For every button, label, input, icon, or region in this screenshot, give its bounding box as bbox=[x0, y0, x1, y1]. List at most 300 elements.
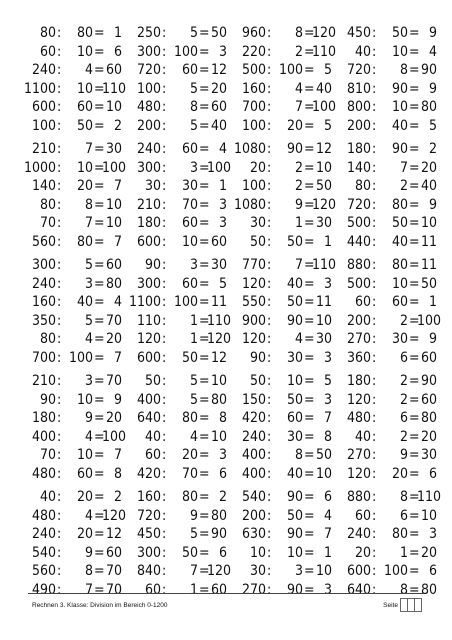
divide-sign: : bbox=[57, 391, 62, 408]
divide-sign: : bbox=[57, 312, 62, 329]
division-problem bbox=[16, 409, 121, 428]
division-problem bbox=[331, 98, 436, 117]
division-problem bbox=[121, 214, 226, 233]
quotient: 20 bbox=[210, 80, 227, 97]
divisor: 10 bbox=[391, 275, 408, 292]
dividend: 400 bbox=[241, 465, 266, 482]
divide-sign: : bbox=[57, 294, 62, 311]
divide-sign: : bbox=[57, 489, 62, 505]
divide-sign: : bbox=[372, 159, 377, 176]
quotient: 8 bbox=[218, 410, 227, 427]
divisor: 100 bbox=[68, 349, 93, 366]
quotient: 7 bbox=[113, 349, 122, 366]
division-problem bbox=[331, 177, 436, 196]
division-problem bbox=[121, 544, 226, 563]
divisor: 50 bbox=[181, 544, 198, 561]
quotient: 50 bbox=[315, 447, 332, 464]
divide-sign: : bbox=[372, 428, 377, 445]
division-problem bbox=[121, 24, 226, 43]
equals-sign: = bbox=[94, 43, 105, 60]
quotient: 9 bbox=[428, 331, 437, 348]
divisor: 4 bbox=[84, 331, 93, 348]
divide-sign: : bbox=[267, 447, 272, 464]
divisor: 50 bbox=[76, 117, 93, 134]
equals-sign: = bbox=[409, 25, 420, 41]
divide-sign: : bbox=[372, 563, 377, 580]
divide-sign: : bbox=[162, 257, 167, 273]
division-problem bbox=[121, 409, 226, 428]
divisor: 60 bbox=[76, 465, 93, 482]
divide-sign: : bbox=[57, 25, 62, 41]
divide-sign: : bbox=[162, 196, 167, 213]
divide-sign: : bbox=[372, 581, 377, 598]
equals-sign: = bbox=[94, 62, 105, 79]
division-problem bbox=[121, 275, 226, 294]
division-problem bbox=[331, 330, 436, 349]
divisor: 10 bbox=[76, 159, 93, 176]
equals-sign: = bbox=[304, 141, 315, 157]
division-problem bbox=[121, 330, 232, 349]
divisor: 70 bbox=[181, 465, 198, 482]
dividend: 60 bbox=[144, 447, 161, 464]
equals-sign: = bbox=[94, 99, 105, 116]
divide-sign: : bbox=[267, 275, 272, 292]
quotient: 60 bbox=[105, 544, 122, 561]
dividend: 90 bbox=[249, 349, 266, 366]
divide-sign: : bbox=[162, 99, 167, 116]
divisor: 3 bbox=[84, 275, 93, 292]
divisor: 1 bbox=[189, 312, 198, 329]
quotient: 6 bbox=[323, 489, 332, 505]
dividend: 210 bbox=[31, 373, 56, 389]
dividend: 100 bbox=[241, 178, 266, 195]
divide-sign: : bbox=[162, 178, 167, 195]
division-problem bbox=[331, 525, 436, 544]
quotient: 40 bbox=[210, 117, 227, 134]
quotient: 3 bbox=[428, 526, 437, 543]
equals-sign: = bbox=[94, 331, 105, 348]
divide-sign: : bbox=[162, 62, 167, 79]
quotient: 6 bbox=[218, 544, 227, 561]
equals-sign: = bbox=[409, 349, 420, 366]
quotient: 12 bbox=[210, 62, 227, 79]
equals-sign: = bbox=[304, 196, 315, 213]
quotient: 60 bbox=[210, 581, 227, 598]
division-problem bbox=[331, 140, 436, 159]
division-problem bbox=[121, 446, 226, 465]
quotient: 120 bbox=[312, 196, 337, 213]
divisor: 5 bbox=[189, 526, 198, 543]
equals-sign: = bbox=[304, 581, 315, 598]
division-problem bbox=[226, 330, 331, 349]
divisor: 7 bbox=[84, 141, 93, 157]
division-problem bbox=[331, 562, 436, 581]
dividend: 40 bbox=[354, 428, 371, 445]
quotient: 10 bbox=[105, 215, 122, 232]
division-problem bbox=[16, 465, 121, 484]
division-problem bbox=[226, 544, 331, 563]
equals-sign: = bbox=[94, 465, 105, 482]
quotient: 90 bbox=[420, 373, 437, 389]
divide-sign: : bbox=[57, 80, 62, 97]
equals-sign: = bbox=[94, 544, 105, 561]
problem-block bbox=[226, 372, 331, 488]
division-problem bbox=[16, 61, 121, 80]
dividend: 840 bbox=[136, 563, 161, 580]
division-problem bbox=[16, 391, 121, 410]
problem-block bbox=[331, 372, 436, 488]
equals-sign: = bbox=[409, 62, 420, 79]
quotient: 70 bbox=[105, 581, 122, 598]
equals-sign: = bbox=[304, 25, 315, 41]
divide-sign: : bbox=[267, 80, 272, 97]
quotient: 3 bbox=[323, 391, 332, 408]
equals-sign: = bbox=[409, 215, 420, 232]
quotient: 40 bbox=[420, 178, 437, 195]
divide-sign: : bbox=[372, 391, 377, 408]
dividend: 20 bbox=[249, 159, 266, 176]
equals-sign: = bbox=[199, 391, 210, 408]
dividend: 500 bbox=[241, 62, 266, 79]
divisor: 40 bbox=[76, 294, 93, 311]
divisor: 7 bbox=[294, 99, 303, 116]
division-problem bbox=[121, 507, 226, 526]
dividend: 90 bbox=[39, 391, 56, 408]
divisor: 40 bbox=[286, 275, 303, 292]
division-problem bbox=[121, 233, 226, 252]
dividend: 630 bbox=[241, 526, 266, 543]
division-problem bbox=[121, 465, 226, 484]
dividend: 600 bbox=[136, 349, 161, 366]
dividend: 40 bbox=[144, 428, 161, 445]
divide-sign: : bbox=[57, 563, 62, 580]
quotient: 10 bbox=[315, 563, 332, 580]
divisor: 10 bbox=[391, 43, 408, 60]
divide-sign: : bbox=[267, 196, 272, 213]
divide-sign: : bbox=[162, 447, 167, 464]
quotient: 60 bbox=[105, 62, 122, 79]
equals-sign: = bbox=[94, 410, 105, 427]
dividend: 240 bbox=[31, 526, 56, 543]
quotient: 120 bbox=[102, 507, 127, 524]
equals-sign: = bbox=[199, 507, 210, 524]
dividend: 200 bbox=[241, 507, 266, 524]
divisor: 6 bbox=[399, 410, 408, 427]
division-problem bbox=[16, 117, 121, 136]
division-problem bbox=[331, 159, 436, 178]
division-problem bbox=[331, 43, 436, 62]
divisor: 20 bbox=[76, 178, 93, 195]
divisor: 50 bbox=[286, 294, 303, 311]
divisor: 4 bbox=[84, 428, 93, 445]
divide-sign: : bbox=[267, 62, 272, 79]
quotient: 10 bbox=[105, 99, 122, 116]
divisor: 8 bbox=[84, 196, 93, 213]
dividend: 90 bbox=[144, 257, 161, 273]
division-problem bbox=[226, 98, 337, 117]
quotient: 9 bbox=[428, 25, 437, 41]
dividend: 100 bbox=[31, 117, 56, 134]
quotient: 70 bbox=[105, 312, 122, 329]
divide-sign: : bbox=[372, 215, 377, 232]
equals-sign: = bbox=[199, 428, 210, 445]
divisor: 50 bbox=[286, 391, 303, 408]
problem-block bbox=[226, 256, 337, 372]
divisor: 50 bbox=[286, 233, 303, 250]
divisor: 80 bbox=[76, 25, 93, 41]
division-problem bbox=[16, 196, 121, 215]
dividend: 640 bbox=[346, 581, 371, 598]
equals-sign: = bbox=[409, 275, 420, 292]
divisor: 9 bbox=[84, 544, 93, 561]
divide-sign: : bbox=[267, 43, 272, 60]
problem-block bbox=[226, 488, 331, 604]
divisor: 5 bbox=[84, 257, 93, 273]
equals-sign: = bbox=[409, 196, 420, 213]
problem-block bbox=[16, 372, 127, 488]
divisor: 2 bbox=[399, 373, 408, 389]
equals-sign: = bbox=[199, 331, 210, 348]
divide-sign: : bbox=[57, 373, 62, 389]
divisor: 30 bbox=[286, 349, 303, 366]
equals-sign: = bbox=[409, 159, 420, 176]
dividend: 80 bbox=[39, 196, 56, 213]
divisor: 10 bbox=[181, 233, 198, 250]
divisor: 80 bbox=[391, 526, 408, 543]
divide-sign: : bbox=[162, 43, 167, 60]
equals-sign: = bbox=[304, 331, 315, 348]
quotient: 40 bbox=[315, 80, 332, 97]
worksheet-grid bbox=[16, 24, 442, 604]
equals-sign: = bbox=[199, 215, 210, 232]
quotient: 110 bbox=[207, 312, 232, 329]
division-problem bbox=[121, 372, 226, 391]
divisor: 5 bbox=[84, 312, 93, 329]
problem-block bbox=[331, 488, 442, 604]
equals-sign: = bbox=[304, 43, 315, 60]
divide-sign: : bbox=[162, 391, 167, 408]
dividend: 160 bbox=[31, 294, 56, 311]
equals-sign: = bbox=[199, 447, 210, 464]
quotient: 7 bbox=[323, 410, 332, 427]
quotient: 100 bbox=[312, 99, 337, 116]
dividend: 550 bbox=[241, 294, 266, 311]
division-problem bbox=[16, 507, 127, 526]
equals-sign: = bbox=[409, 331, 420, 348]
quotient: 80 bbox=[210, 391, 227, 408]
division-problem bbox=[16, 24, 121, 43]
dividend: 10 bbox=[249, 544, 266, 561]
dividend: 1100 bbox=[128, 294, 161, 311]
problem-block bbox=[331, 24, 436, 140]
dividend: 270 bbox=[241, 581, 266, 598]
divisor: 90 bbox=[286, 526, 303, 543]
quotient: 80 bbox=[420, 410, 437, 427]
division-problem bbox=[121, 391, 226, 410]
divide-sign: : bbox=[372, 331, 377, 348]
division-problem bbox=[331, 428, 436, 447]
quotient: 3 bbox=[218, 43, 227, 60]
divisor: 60 bbox=[181, 141, 198, 157]
equals-sign: = bbox=[409, 99, 420, 116]
quotient: 20 bbox=[420, 428, 437, 445]
division-problem bbox=[331, 24, 436, 43]
quotient: 9 bbox=[428, 196, 437, 213]
division-problem bbox=[121, 117, 226, 136]
division-problem bbox=[331, 507, 436, 526]
quotient: 2 bbox=[113, 489, 122, 505]
quotient: 90 bbox=[210, 526, 227, 543]
divide-sign: : bbox=[372, 257, 377, 273]
division-problem bbox=[121, 349, 226, 368]
dividend: 70 bbox=[39, 447, 56, 464]
divide-sign: : bbox=[372, 233, 377, 250]
dividend: 220 bbox=[241, 43, 266, 60]
equals-sign: = bbox=[94, 507, 105, 524]
dividend: 960 bbox=[241, 25, 266, 41]
page-number-boxes bbox=[401, 598, 422, 612]
division-problem bbox=[121, 256, 226, 275]
quotient: 100 bbox=[102, 159, 127, 176]
division-problem bbox=[331, 293, 436, 312]
equals-sign: = bbox=[94, 159, 105, 176]
footer-title: Rechnen 3. Klasse: Division im Bereich 0-1200 bbox=[32, 602, 168, 609]
divisor: 10 bbox=[76, 391, 93, 408]
quotient: 5 bbox=[428, 117, 437, 134]
equals-sign: = bbox=[304, 178, 315, 195]
divide-sign: : bbox=[372, 178, 377, 195]
quotient: 11 bbox=[420, 233, 437, 250]
quotient: 30 bbox=[315, 331, 332, 348]
quotient: 1 bbox=[218, 178, 227, 195]
division-problem bbox=[226, 562, 331, 581]
equals-sign: = bbox=[304, 294, 315, 311]
dividend: 540 bbox=[31, 544, 56, 561]
quotient: 3 bbox=[218, 447, 227, 464]
divisor: 40 bbox=[391, 117, 408, 134]
divide-sign: : bbox=[162, 233, 167, 250]
divisor: 20 bbox=[76, 526, 93, 543]
problem-block bbox=[16, 140, 127, 256]
divisor: 6 bbox=[399, 349, 408, 366]
divisor: 8 bbox=[84, 563, 93, 580]
dividend: 240 bbox=[136, 141, 161, 157]
dividend: 450 bbox=[346, 25, 371, 41]
dividend: 560 bbox=[31, 563, 56, 580]
division-problem bbox=[121, 140, 226, 159]
problem-block bbox=[121, 256, 232, 372]
divisor: 7 bbox=[84, 215, 93, 232]
division-problem bbox=[121, 196, 226, 215]
equals-sign: = bbox=[94, 178, 105, 195]
divisor: 7 bbox=[294, 257, 303, 273]
quotient: 1 bbox=[428, 294, 437, 311]
division-problem bbox=[226, 488, 331, 507]
divide-sign: : bbox=[372, 275, 377, 292]
division-problem bbox=[331, 446, 436, 465]
dividend: 40 bbox=[354, 43, 371, 60]
dividend: 100 bbox=[136, 80, 161, 97]
equals-sign: = bbox=[304, 99, 315, 116]
quotient: 60 bbox=[210, 99, 227, 116]
divide-sign: : bbox=[57, 141, 62, 157]
equals-sign: = bbox=[199, 159, 210, 176]
division-problem bbox=[121, 177, 226, 196]
equals-sign: = bbox=[199, 117, 210, 134]
divide-sign: : bbox=[267, 312, 272, 329]
divide-sign: : bbox=[162, 159, 167, 176]
division-problem bbox=[16, 275, 121, 294]
divide-sign: : bbox=[267, 178, 272, 195]
equals-sign: = bbox=[304, 233, 315, 250]
equals-sign: = bbox=[94, 294, 105, 311]
divisor: 1 bbox=[399, 544, 408, 561]
dividend: 50 bbox=[249, 373, 266, 389]
division-problem bbox=[16, 177, 121, 196]
equals-sign: = bbox=[304, 563, 315, 580]
dividend: 600 bbox=[31, 99, 56, 116]
dividend: 50 bbox=[144, 373, 161, 389]
divisor: 7 bbox=[189, 563, 198, 580]
divide-sign: : bbox=[57, 526, 62, 543]
divide-sign: : bbox=[267, 349, 272, 366]
dividend: 70 bbox=[39, 215, 56, 232]
equals-sign: = bbox=[409, 117, 420, 134]
divisor: 8 bbox=[399, 581, 408, 598]
quotient: 20 bbox=[420, 544, 437, 561]
division-problem bbox=[331, 196, 436, 215]
dividend: 30 bbox=[249, 215, 266, 232]
divisor: 10 bbox=[76, 43, 93, 60]
divisor: 9 bbox=[294, 196, 303, 213]
division-problem bbox=[331, 544, 436, 563]
divisor: 90 bbox=[286, 312, 303, 329]
division-problem bbox=[226, 391, 331, 410]
divisor: 2 bbox=[399, 178, 408, 195]
equals-sign: = bbox=[94, 25, 105, 41]
dividend: 810 bbox=[346, 80, 371, 97]
dividend: 210 bbox=[136, 196, 161, 213]
dividend: 30 bbox=[144, 178, 161, 195]
quotient: 1 bbox=[113, 25, 122, 41]
quotient: 4 bbox=[113, 294, 122, 311]
divide-sign: : bbox=[267, 257, 272, 273]
equals-sign: = bbox=[304, 257, 315, 273]
division-problem bbox=[226, 233, 331, 252]
quotient: 7 bbox=[113, 447, 122, 464]
equals-sign: = bbox=[409, 544, 420, 561]
divide-sign: : bbox=[57, 43, 62, 60]
divide-sign: : bbox=[372, 196, 377, 213]
quotient: 10 bbox=[420, 507, 437, 524]
dividend: 720 bbox=[346, 196, 371, 213]
quotient: 60 bbox=[210, 233, 227, 250]
division-problem bbox=[16, 349, 121, 368]
divide-sign: : bbox=[162, 312, 167, 329]
equals-sign: = bbox=[199, 196, 210, 213]
quotient: 80 bbox=[420, 581, 437, 598]
equals-sign: = bbox=[409, 391, 420, 408]
dividend: 180 bbox=[346, 373, 371, 389]
quotient: 12 bbox=[210, 349, 227, 366]
divisor: 80 bbox=[76, 233, 93, 250]
problem-block bbox=[331, 140, 436, 256]
equals-sign: = bbox=[94, 581, 105, 598]
quotient: 100 bbox=[417, 312, 442, 329]
divisor: 4 bbox=[189, 428, 198, 445]
divide-sign: : bbox=[57, 99, 62, 116]
divisor: 2 bbox=[399, 428, 408, 445]
